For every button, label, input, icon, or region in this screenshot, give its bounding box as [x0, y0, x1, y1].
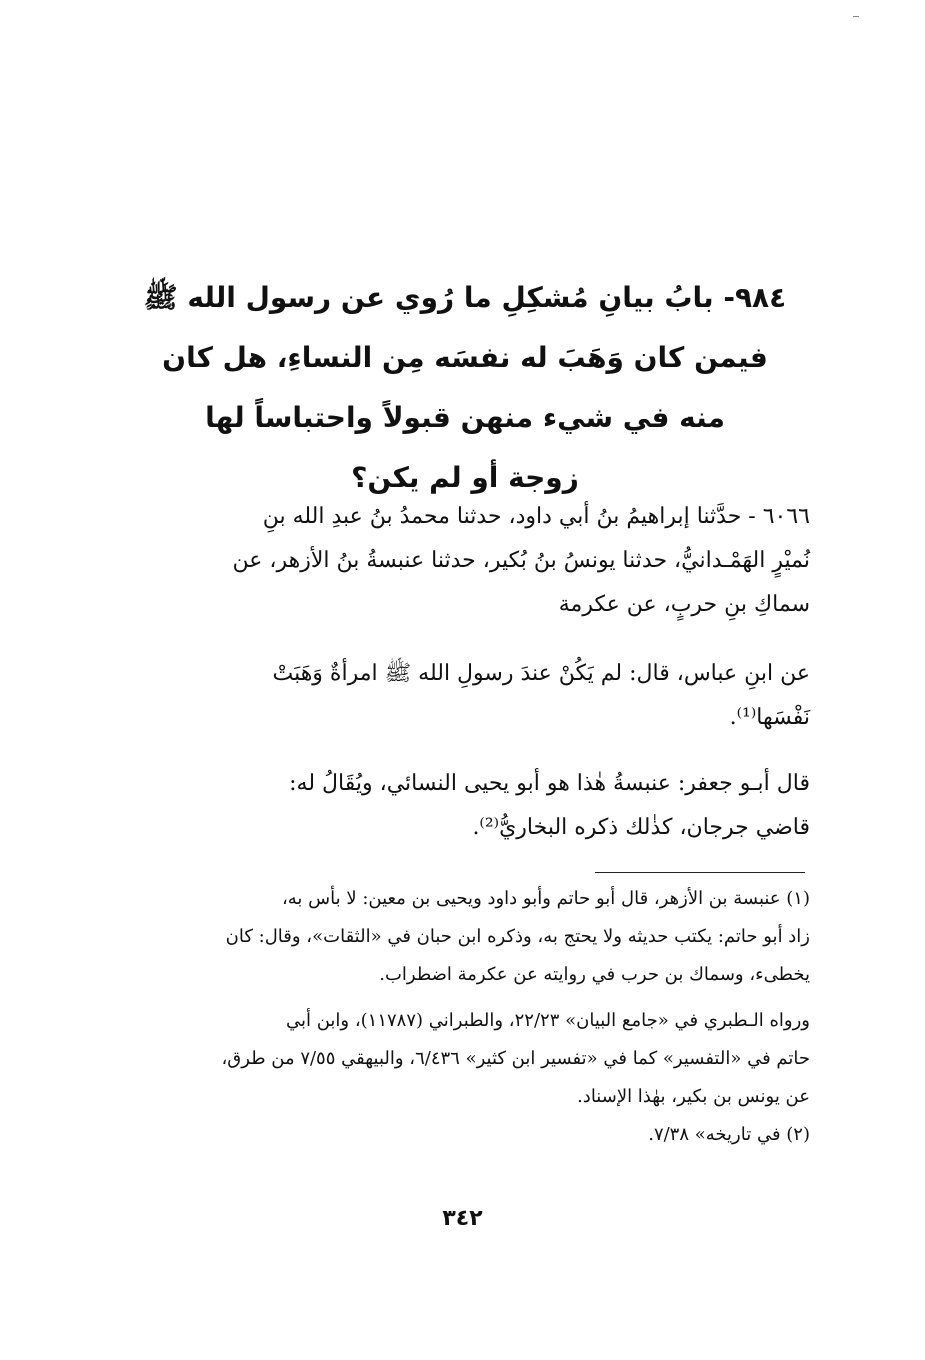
- footnote-line: ورواه الـطبري في «جامع البيان» ٢٢/٢٣، والطبراني (١١٧٨٧)، وابن أبي: [285, 1010, 810, 1031]
- paragraph-line: قال أبـو جعفر: عنبسةُ هٰذا هو أبو يحيى النسائي، ويُقَالُ له:: [289, 771, 810, 796]
- hadith-isnad-paragraph: [118, 495, 810, 627]
- footnotes: [118, 880, 810, 1154]
- scan-mark: [853, 16, 859, 17]
- chapter-heading-line: فيمن كان وَهَبَ له نفسَه مِن النساءِ، هل كان: [162, 341, 768, 374]
- paragraph-line: سماكِ بنِ حربٍ، عن عكرمة: [558, 592, 810, 617]
- footnote-separator: [595, 872, 805, 873]
- hadith-matn-paragraph: [118, 652, 810, 740]
- footnote-line: (١) عنبسة بن الأزهر، قال أبو حاتم وأبو داود ويحيى بن معين: لا بأس به،: [281, 888, 810, 909]
- paragraph-line: نَفْسَها⁽¹⁾.: [729, 705, 810, 730]
- chapter-heading-line: منه في شيء منهن قبولاً واحتباساً لها: [205, 401, 725, 434]
- page-number: ٣٤٢: [442, 1206, 483, 1231]
- footnote-line: يخطىء، وسماك بن حرب في روايته عن عكرمة اضطراب.: [379, 964, 810, 985]
- footnote-line: (٢) في تاريخه» ٧/٣٨.: [648, 1124, 810, 1145]
- paragraph-line: عن ابنِ عباس، قال: لم يَكُنْ عندَ رسولِ الله ﷺ امرأةٌ وَهَبَتْ: [272, 661, 810, 686]
- footnote-gap: [118, 994, 810, 1002]
- paragraph-line: قاضي جرجان، كذٰلك ذكره البخاريُّ⁽²⁾.: [472, 815, 810, 840]
- footnote-line: حاتم في «التفسير» كما في «تفسير ابن كثير» ٦/٤٣٦، والبيهقي ٧/٥٥ من طرق،: [221, 1048, 810, 1069]
- commentary-paragraph: [118, 762, 810, 850]
- chapter-heading: [120, 268, 810, 508]
- footnote-line: عن يونس بن بكير، بهٰذا الإسناد.: [577, 1086, 810, 1107]
- footnote-line: زاد أبو حاتم: يكتب حديثه ولا يحتج به، وذكره ابن حبان في «الثقات»، وقال: كان: [225, 926, 810, 947]
- chapter-heading-line: ٩٨٤- بابُ بيانِ مُشكِلِ ما رُوي عن رسول الله ﷺ: [143, 281, 787, 314]
- chapter-heading-line: زوجة أو لم يكن؟: [351, 461, 579, 494]
- paragraph-line: نُميْرٍ الهَمْـدانيُّ، حدثنا يونسُ بنُ بُكير، حدثنا عنبسةُ بنُ الأزهر، عن: [232, 548, 810, 573]
- paragraph-line: ٦٠٦٦ - حدَّثنا إبراهيمُ بنُ أبي داود، حدثنا محمدُ بنُ عبدِ الله بنِ: [262, 504, 810, 529]
